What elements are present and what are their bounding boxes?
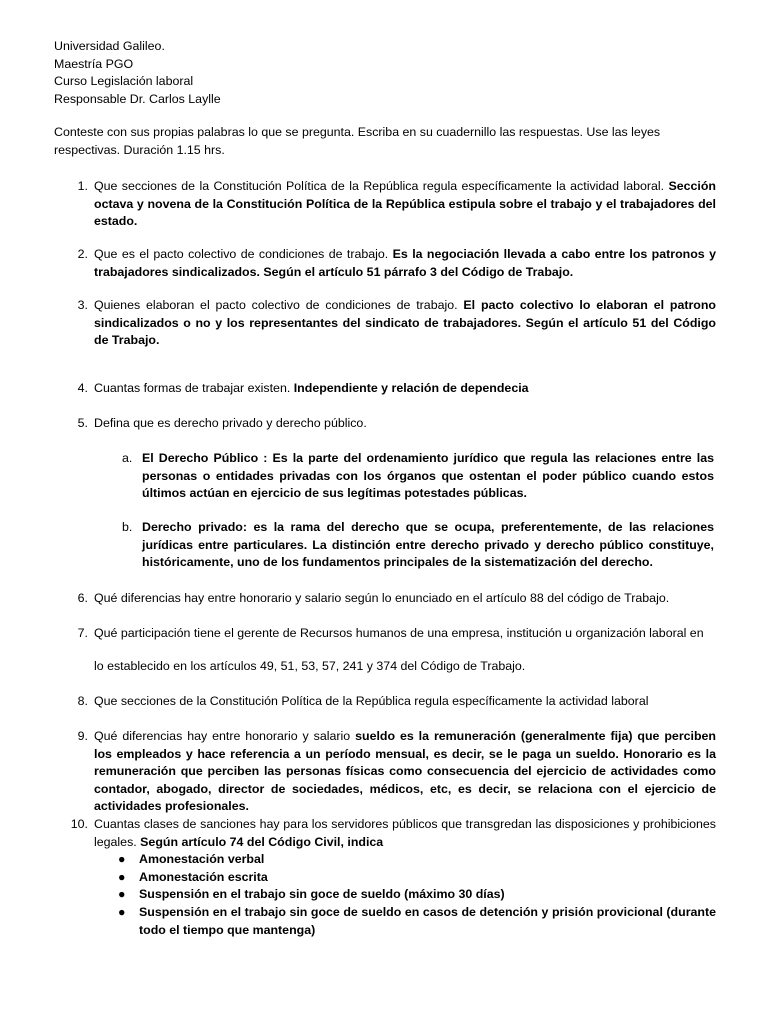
bullet-item xyxy=(118,886,716,904)
question-item xyxy=(54,178,716,231)
question-text: Que secciones de la Constitución Política de la República regula específicamente la actividad laboral xyxy=(94,694,649,708)
question-text: Qué diferencias hay entre honorario y salario xyxy=(94,729,351,743)
bullet-text: Amonestación verbal xyxy=(139,852,265,866)
question-number: 5. xyxy=(77,416,88,430)
bullet-icon: ● xyxy=(118,852,126,866)
question-number: 3. xyxy=(77,298,88,312)
bullet-item xyxy=(118,869,716,887)
question-text: Que es el pacto colectivo de condiciones de trabajo. xyxy=(94,247,389,261)
question-item xyxy=(54,246,716,281)
bullet-item xyxy=(118,851,716,869)
bullet-icon: ● xyxy=(118,905,126,919)
bullet-text: Amonestación escrita xyxy=(139,870,268,884)
course-name: Curso Legislación laboral xyxy=(54,74,194,89)
instructor-name: Responsable Dr. Carlos Laylle xyxy=(54,91,221,106)
bullet-text: Suspensión en el trabajo sin goce de sueldo en casos de detención y prisión provicional (durante todo el tiempo que mantenga) xyxy=(139,905,716,937)
question-item xyxy=(54,415,716,433)
question-text: Cuantas formas de trabajar existen. xyxy=(94,381,291,395)
bullet-text: Suspensión en el trabajo sin goce de sueldo (máximo 30 días) xyxy=(139,887,505,901)
instructions: Conteste con sus propias palabras lo que se pregunta. Escriba en su cuadernillo las respuestas. Use las leyes respectivas. Duración 1.15 hrs. xyxy=(54,125,661,157)
bullet-icon: ● xyxy=(118,870,126,884)
answer-text: Independiente y relación de dependecia xyxy=(290,381,529,395)
sub-item-text: Derecho privado: es la rama del derecho que se ocupa, preferentemente, de las relaciones jurídicas entre particulares. La distinción entre derecho privado y derecho público constituye, históricamente, uno de los fundamentos principales de la sistematización del derecho. xyxy=(142,520,714,570)
question-item xyxy=(54,297,716,350)
question-text: Cuantas clases de sanciones hay para los servidores públicos que transgredan las disposiciones y prohibiciones legales. xyxy=(94,817,716,849)
question-number: 9. xyxy=(77,729,88,743)
sub-item-letter: b. xyxy=(122,520,133,534)
answer-text: Según artículo 74 del Código Civil, indica xyxy=(136,834,384,849)
question-item xyxy=(54,816,716,851)
question-item xyxy=(54,380,716,398)
sub-item-text: El Derecho Público : Es la parte del ordenamiento jurídico que regula las relaciones entre las personas o entidades privadas con los órganos que ostentan el poder público cuando estos últimos actúan en ejercicio de sus legítimas potestades públicas. xyxy=(142,451,714,501)
question-number: 8. xyxy=(77,694,88,708)
sub-item xyxy=(122,450,714,503)
question-continuation: lo establecido en los artículos 49, 51, 53, 57, 241 y 374 del Código de Trabajo. xyxy=(94,659,526,673)
question-text: Qué diferencias hay entre honorario y salario según lo enunciado en el artículo 88 del código de Trabajo. xyxy=(94,591,670,605)
question-text: Defina que es derecho privado y derecho público. xyxy=(94,416,367,430)
question-text: Que secciones de la Constitución Política de la República regula específicamente la actividad laboral. xyxy=(94,179,665,193)
question-item xyxy=(54,728,716,816)
bullet-icon: ● xyxy=(118,887,126,901)
question-item xyxy=(54,625,716,643)
question-number: 2. xyxy=(77,247,88,261)
question-item xyxy=(54,693,716,711)
university-name: Universidad Galileo. xyxy=(54,39,165,53)
question-text: Quienes elaboran el pacto colectivo de condiciones de trabajo. xyxy=(94,298,458,312)
answer-text: sueldo es la remuneración (generalmente fija) que perciben los empleados y hace referencia a un período mensual, es decir, se le paga un sueldo. Honorario es la remuneración que perciben las personas físicas como consecuencia del ejercicio de actividades como contador, abogado, director de sociedades, médicos, etc, es decir, se relaciona con el ejercicio de actividades profesionales. xyxy=(94,729,716,814)
sub-item xyxy=(122,519,714,572)
sub-item-letter: a. xyxy=(122,451,133,465)
question-text: Qué participación tiene el gerente de Recursos humanos de una empresa, institución u organización laboral en xyxy=(94,626,704,640)
answer-text: Es la negociación llevada a cabo entre los patronos y trabajadores sindicalizados. Según el artículo 51 párrafo 3 del Código de Trabajo. xyxy=(94,247,716,279)
question-item xyxy=(54,590,716,608)
answer-text: El pacto colectivo lo elaboran el patrono sindicalizados o no y los representantes del sindicato de trabajadores. Según el artículo 51 del Código de Trabajo. xyxy=(94,298,716,348)
question-number: 6. xyxy=(77,591,88,605)
answer-text: Sección octava y novena de la Constitución Política de la República estipula sobre el trabajo y el trabajadores del estado. xyxy=(94,179,716,229)
question-number: 10. xyxy=(70,817,88,831)
question-number: 4. xyxy=(77,381,88,395)
bullet-item xyxy=(118,904,716,939)
document-header xyxy=(54,38,221,108)
question-number: 1. xyxy=(77,179,88,193)
question-number: 7. xyxy=(77,626,88,640)
program-name: Maestría PGO xyxy=(54,56,134,71)
